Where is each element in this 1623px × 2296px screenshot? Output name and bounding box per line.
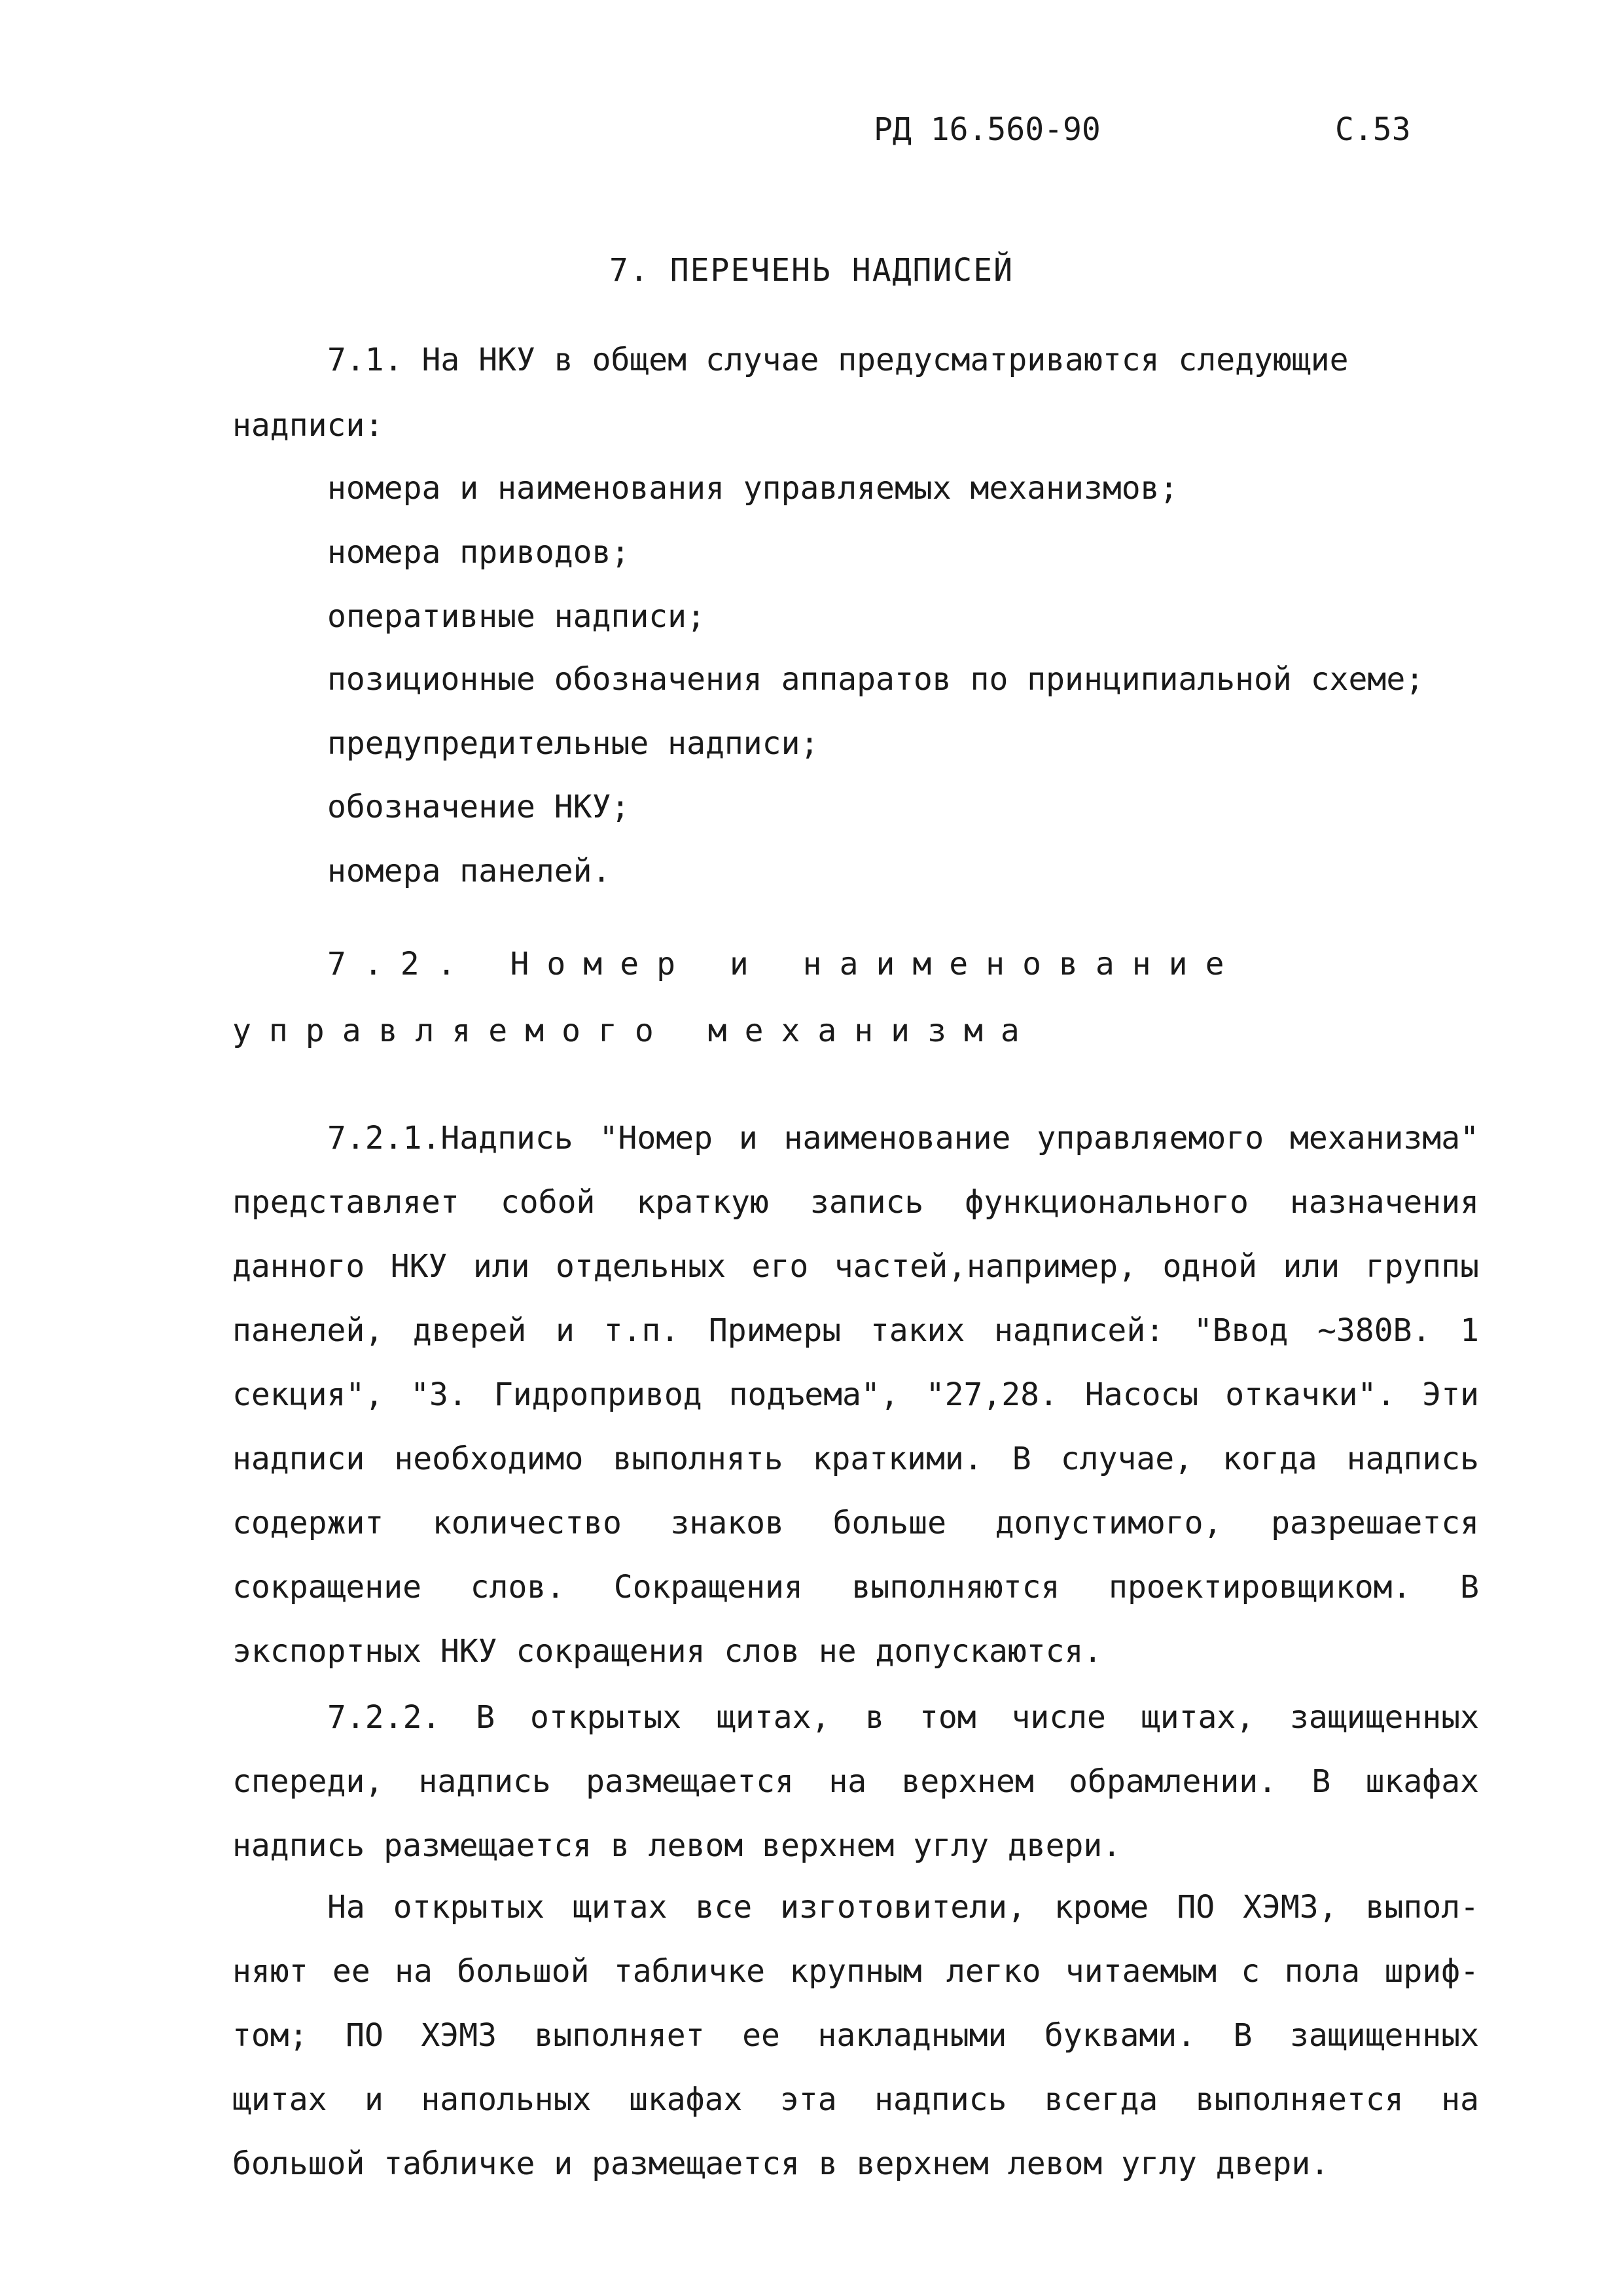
paragraph-line: няют ее на большой табличке крупным легко читаемым с пола шриф- (232, 1953, 1479, 1990)
paragraph-line: сокращение слов. Сокращения выполняются проектировщиком. В (232, 1569, 1479, 1605)
paragraph-line: 7.2.2. В открытых щитах, в том числе щитах, защищенных (327, 1699, 1479, 1736)
paragraph-line: 7.2.1.Надпись "Номер и наименование управляемого механизма" (327, 1120, 1479, 1157)
paragraph-7-2-2-continued (232, 1875, 1479, 2196)
paragraph-7-1-line-1: 7.1. На НКУ в общем случае предусматриваются следующие (327, 342, 1349, 378)
paragraph-line: том; ПО ХЭМЗ выполняет ее накладными буквами. В защищенных (232, 2017, 1479, 2054)
paragraph-line: надписи необходимо выполнять краткими. В случае, когда надпись (232, 1441, 1479, 1477)
paragraph-7-2-2 (232, 1685, 1479, 1878)
paragraph-line: На открытых щитах все изготовители, кроме ПО ХЭМЗ, выпол- (327, 1889, 1479, 1926)
paragraph-line: содержит количество знаков больше допустимого, разрешается (232, 1505, 1479, 1541)
paragraph-7-1-line-2: надписи: (232, 407, 384, 444)
paragraph-line: представляет собой краткую запись функционального назначения (232, 1184, 1479, 1221)
paragraph-line: секция", "3. Гидропривод подъема", "27,28. Насосы откачки". Эти (232, 1376, 1479, 1413)
list-item: предупредительные надписи; (327, 725, 819, 762)
list-item: номера панелей. (327, 853, 611, 889)
list-item: позиционные обозначения аппаратов по принципиальной схеме; (327, 661, 1425, 698)
page-number: С.53 (1335, 111, 1411, 148)
paragraph-line: данного НКУ или отдельных его частей,например, одной или группы (232, 1248, 1479, 1285)
list-item: обозначение НКУ; (327, 789, 630, 825)
subsection-heading-line-2: управляемого механизма (232, 1013, 1037, 1049)
document-code: РД 16.560-90 (874, 111, 1101, 148)
paragraph-line: надпись размещается в левом верхнем углу двери. (232, 1827, 1122, 1864)
list-item: номера приводов; (327, 534, 630, 571)
list-item: номера и наименования управляемых механизмов; (327, 470, 1179, 507)
paragraph-line: большой табличке и размещается в верхнем левом углу двери. (232, 2145, 1330, 2182)
paragraph-line: спереди, надпись размещается на верхнем обрамлении. В шкафах (232, 1763, 1479, 1800)
paragraph-line: панелей, дверей и т.п. Примеры таких надписей: "Ввод ~380В. 1 (232, 1312, 1479, 1349)
list-item: оперативные надписи; (327, 598, 705, 635)
paragraph-line: экспортных НКУ сокращения слов не допускаются. (232, 1633, 1103, 1670)
paragraph-7-2-1 (232, 1106, 1479, 1683)
section-title: 7. ПЕРЕЧЕНЬ НАДПИСЕЙ (609, 252, 1014, 289)
paragraph-line: щитах и напольных шкафах эта надпись всегда выполняется на (232, 2081, 1479, 2118)
subsection-heading-line-1: 7.2. Номер и наименование (327, 946, 1242, 982)
